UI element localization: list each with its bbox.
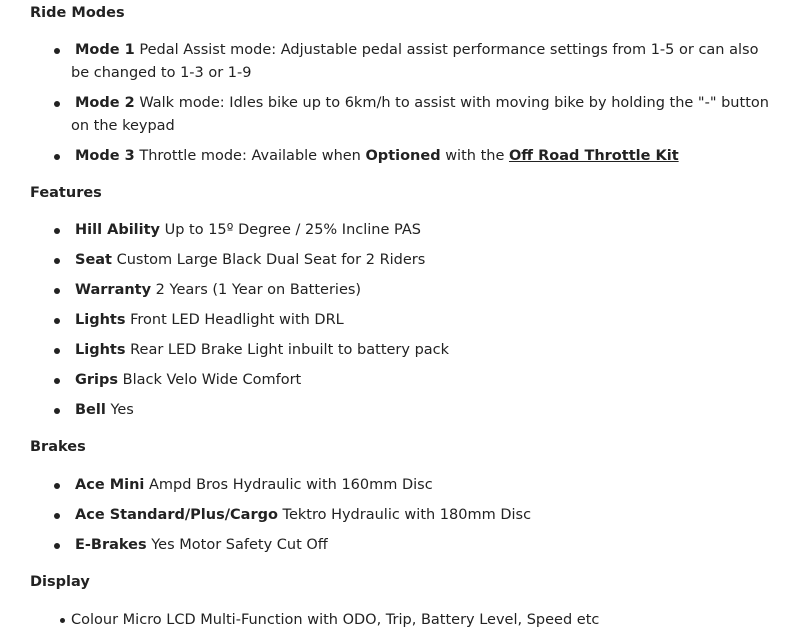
list-item [30, 39, 790, 85]
bullet-icon [60, 618, 65, 623]
item-text: Tektro Hydraulic with 180mm Disc [282, 507, 532, 523]
item-text: Ampd Bros Hydraulic with 160mm Disc [149, 477, 433, 493]
list-item [30, 474, 790, 497]
item-text: Walk mode: Idles bike up to 6km/h to assist with moving bike by holding the "-" button on the keypad [71, 95, 769, 134]
item-label: Mode 1 [75, 42, 135, 58]
item-label: Ace Mini [75, 477, 145, 493]
section-heading-features: Features [30, 185, 102, 201]
item-label: Warranty [75, 282, 152, 298]
item-label: Mode 3 [75, 148, 135, 164]
features-list [30, 219, 790, 429]
list-item [30, 399, 790, 422]
item-label: E-Brakes [75, 537, 147, 553]
item-label: Ace Standard/Plus/Cargo [75, 507, 278, 523]
bullet-icon [54, 101, 60, 107]
list-item [30, 609, 790, 632]
list-item [30, 249, 790, 272]
bullet-icon [54, 154, 60, 160]
brakes-list [30, 474, 790, 564]
off-road-throttle-kit-link[interactable]: Off Road Throttle Kit [508, 148, 679, 164]
item-text: Custom Large Black Dual Seat for 2 Riders [116, 252, 426, 268]
bullet-icon [54, 348, 60, 354]
bullet-icon [54, 483, 60, 489]
item-label: Lights [75, 312, 126, 328]
bullet-icon [54, 258, 60, 264]
bullet-icon [54, 48, 60, 54]
item-text: Up to 15º Degree / 25% Incline PAS [164, 222, 421, 238]
item-text: Yes [110, 402, 134, 418]
list-item [30, 504, 790, 527]
section-heading-display: Display [30, 574, 90, 590]
list-item [30, 534, 790, 557]
display-list [30, 609, 790, 632]
section-heading-ride-modes: Ride Modes [30, 5, 125, 21]
list-item [30, 279, 790, 302]
item-bold-text: Optioned [365, 148, 441, 164]
item-label: Hill Ability [75, 222, 160, 238]
list-item [30, 309, 790, 332]
item-text: Colour Micro LCD Multi-Function with ODO, Trip, Battery Level, Speed etc [71, 612, 600, 628]
bullet-icon [54, 543, 60, 549]
item-text: 2 Years (1 Year on Batteries) [155, 282, 362, 298]
bullet-icon [54, 513, 60, 519]
item-label: Grips [75, 372, 119, 388]
bullet-icon [54, 408, 60, 414]
item-label: Lights [75, 342, 126, 358]
item-label: Mode 2 [75, 95, 135, 111]
list-item [30, 92, 790, 138]
item-text: Throttle mode: Available when [139, 148, 366, 164]
item-label: Seat [75, 252, 112, 268]
item-label: Bell [75, 402, 106, 418]
list-item [30, 339, 790, 362]
item-text: with the [440, 148, 509, 164]
item-text: Yes Motor Safety Cut Off [151, 537, 328, 553]
item-text: Front LED Headlight with DRL [130, 312, 344, 328]
bullet-icon [54, 228, 60, 234]
section-heading-brakes: Brakes [30, 439, 86, 455]
item-text: Black Velo Wide Comfort [122, 372, 302, 388]
list-item [30, 145, 790, 168]
list-item [30, 369, 790, 392]
bullet-icon [54, 318, 60, 324]
bullet-icon [54, 378, 60, 384]
bullet-icon [54, 288, 60, 294]
item-text: Rear LED Brake Light inbuilt to battery pack [130, 342, 450, 358]
item-text: Pedal Assist mode: Adjustable pedal assist performance settings from 1-5 or can also be changed to 1-3 or 1-9 [71, 42, 759, 81]
list-item [30, 219, 790, 242]
ride-modes-list [30, 39, 790, 175]
